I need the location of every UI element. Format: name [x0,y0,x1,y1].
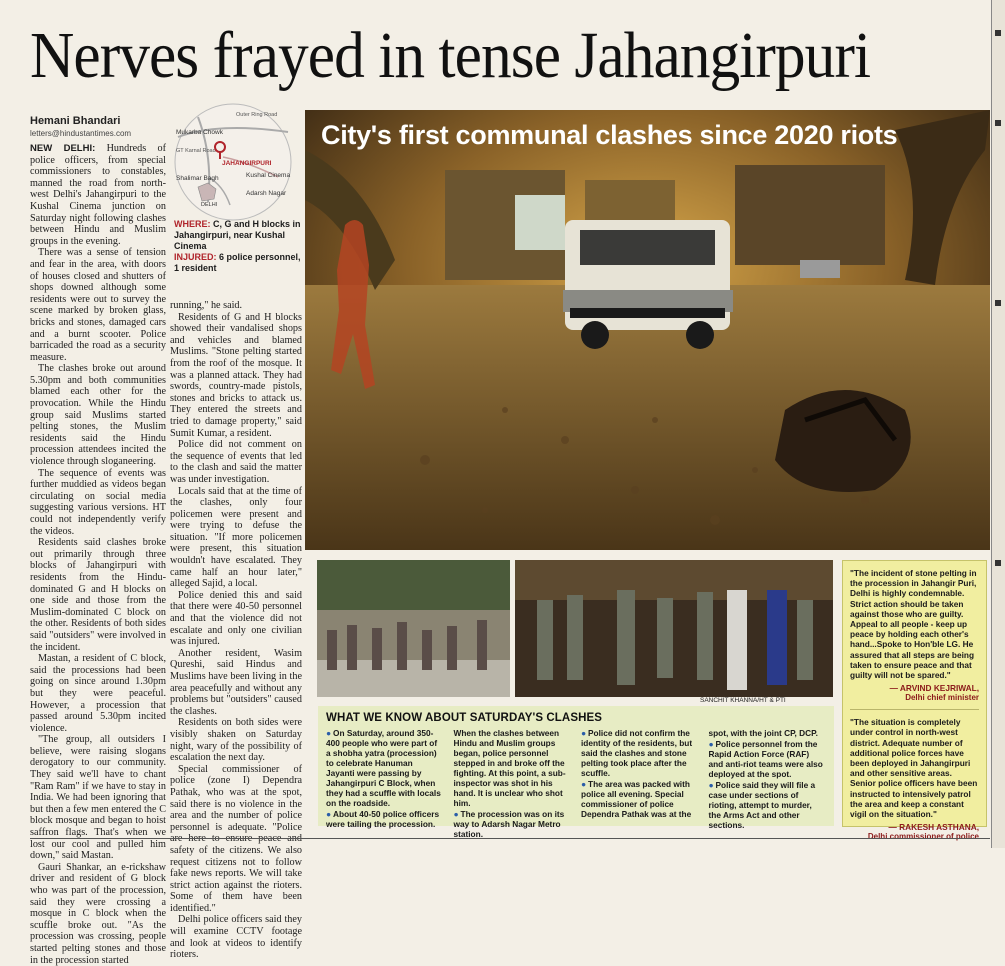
map-label: Adarsh Nagar [246,190,287,197]
bullet-item: ● Police personnel from the Rapid Action Force (RAF) and anti-riot teams were also deployed at the spot. [708,739,823,779]
bullet-item: ● Police said they will file a case under sections of rioting, attempt to murder, the Arms Act and other sections. [708,780,816,830]
main-photo [305,110,990,550]
bullet-item: ● On Saturday, around 350-400 people who were part of a shobha yatra (procession) to celebrate Hanuman Jayanti were passing by Jahangirpuri C Block, when they had a scuffle with locals on the roadside. [326,728,441,808]
divider [850,709,979,710]
where-value: C, G and H blocks in Jahangirpuri, near Kushal Cinema [174,219,301,251]
article-paragraph: "The group, all outsiders I believe, were raising slogans derogatory to our community. They said we'll have to chant "Ram Ram" if we have to stay in India. We had been ignoring that but then a few men entered the C block mosque and began to hoist saffron flags. That's when we lost our cool and pulled him down," said Mastan. [30,734,166,862]
article-paragraph: Gauri Shankar, an e-rickshaw driver and resident of G block who was part of the procession, said they were crossing a mosque in C block when the scuffle broke out. "As the procession was crossing, people started pelting stones and those in the procession started [30,861,166,966]
quote-text: "The incident of stone pelting in the procession in Jahangir Puri, Delhi is highly condemnable. Strict action should be taken against those who are guilty. Appeal to all people - keep up peace by holding each other's hand...Spoke to Hon'ble LG. He assured that all steps are being taken to ensure peace and that guilty will not be spared." [850,568,977,681]
article-paragraph: The sequence of events was further muddied as videos began circulating on social media suggesting various versions. HT could not independently verify the videos. [30,467,166,537]
quote-attribution: — RAKESH ASTHANA, [888,822,979,833]
photo-headline: City's first communal clashes since 2020 riots [321,120,898,150]
what-we-know-box [318,706,834,839]
locator-map [168,107,298,207]
street-scene-image [305,110,990,550]
bullet-item: ● The area was packed with police all evening. Special commissioner of police Dependra Pathak was at the [581,779,692,819]
quote-role: Delhi chief minister [905,693,979,703]
injured-value: 6 police personnel, 1 resident [174,252,301,273]
bullet-item: spot, with the joint CP, DCP. [708,728,818,738]
article-paragraph: Residents on both sides were visibly shaken on Saturday night, wary of the possibility of escalation the next day. [170,717,302,764]
article-paragraph: NEW DELHI: Hundreds of police officers, from special commissioners to constables, manned the road from north-west Delhi's Jahangirpuri to the Kushal Cinema junction on Saturday night following clashes between Hindu and Muslim groups in the evening. [30,143,166,247]
map-caption [174,219,304,274]
map-label: Mukarba Chowk [176,129,223,136]
box-column [709,728,827,840]
map-label: Outer Ring Road [236,112,278,118]
article-paragraph: Police denied this and said that there were 40-50 personnel and that the violence did not escalate and only one civilian was injured. [170,589,302,648]
map-label: GT Karnal Road [176,148,216,154]
quotes-box [842,560,987,842]
headline: Nerves frayed in tense Jahangirpuri [30,19,871,92]
article-paragraph: Delhi police officers said they will examine CCTV footage and look at videos to identify rioters. [170,914,302,961]
map-label: Kushal Cinema [246,172,291,179]
article-column-1 [30,143,166,966]
map-label: DELHI [201,202,218,208]
article-column-2 [170,300,302,961]
box-column [326,728,444,840]
box-column [581,728,699,840]
article-paragraph: running," he said. [170,300,243,311]
dateline: NEW DELHI: [30,143,96,154]
where-label: WHERE: [174,219,211,229]
article-paragraph: The clashes broke out around 5.30pm and both communities blamed each other for the provocation. While the Hindu group said Muslims started pelting stones, the Muslim residents said the Hindu procession attendees incited the violence through sloganeering. [30,363,166,468]
bullet-item: ● The procession was on its way to Adarsh Nagar Metro station. [453,809,565,839]
article-paragraph: There was a sense of tension and fear in the area, with doors of houses closed and shutters of shops downed although some residents were out to survey the scene marked by broken glass, bricks and stones, damaged cars and a burnt scooter. Police barricaded the road as a security measure. [30,247,166,363]
article-paragraph: Residents said clashes broke out primarily through three blocks of Jahangirpuri with residents from the Hindu-dominated G and H blocks on one side and those from the Muslim-dominated C block on the other. Residents of both sides said "outsiders" were involved in the incident. [30,537,166,653]
article-paragraph: Residents of G and H blocks showed their vandalised shops and vehicles and blamed Muslims. "Stone pelting started from the roof of the mosque. It was a planned attack. They had swords, country-made pistols, stones and bricks to attack us. They entered the streets and tried to damage property," said Sumit Kumar, a resident. [170,311,302,439]
bullet-item: ● Police did not confirm the identity of the residents, but said the clashes and stone pelting took place after the scuffle. [581,728,693,778]
box-title: WHAT WE KNOW ABOUT SATURDAY'S CLASHES [326,712,603,724]
article-paragraph: Locals said that at the time of the clashes, only four policemen were present and were trying to defuse the situation. "If more policemen were present, this situation wouldn't have escalated. They came half an hour later," alleged Sajid, a local. [170,485,302,590]
injured-label: INJURED: [174,252,217,262]
byline [30,115,165,138]
quote-text: "The situation is completely under control in north-west district. Adequate number of additional police forces have been deployed in Jahangirpuri and other sensitive areas. Senior police officers have been instructed to intensively patrol the area and keep a constant vigil on the situation." [850,717,978,820]
article-paragraph: Police did not comment on the sequence of events that led to the clash and said the matter was under investigation. [170,439,302,485]
author-email: letters@hindustantimes.com [30,129,132,138]
article-paragraph: Mastan, a resident of C block, said the processions had been going on since around 1.30pm but they were peaceful. However, a procession that passed around 5.30pm incited violence. [30,653,166,734]
article-paragraph: Another resident, Wasim Qureshi, said Hindus and Muslims have been living in the area peacefully and without any problems but "outsiders" caused the clashes. [170,647,302,717]
secondary-photos [317,560,833,697]
photo-credit: SANCHIT KHANNA/HT & PTI [700,697,786,704]
quote-role: Delhi commissioner of police [867,832,979,842]
bullet-item: ● About 40-50 police officers were tailing the procession. [326,809,440,829]
box-column [454,728,572,840]
article-paragraph: Special commissioner of police (zone I) Dependra Pathak, who was at the spot, said there is no violence in the area and the number of police personnel is adequate. "Police are here to ensure peace and safety of the citizens. We also request citizens not to follow fake news reports. We will take strict action against the rioters. Some of them have been identified." [170,763,302,914]
bullet-item: When the clashes between Hindu and Muslim groups began, police personnel stepped in and broke off the fighting. At this point, a sub-inspector was shot in his hand. It is unclear who shot him. [453,728,566,808]
author-name: Hemani Bhandari [30,115,121,127]
quote-attribution: — ARVIND KEJRIWAL, [889,683,979,694]
map-label: JAHANGIRPURI [222,160,272,167]
footer-rule [30,838,990,839]
map-label: Shalimar Bagh [176,175,219,182]
page-edge [991,0,1005,848]
